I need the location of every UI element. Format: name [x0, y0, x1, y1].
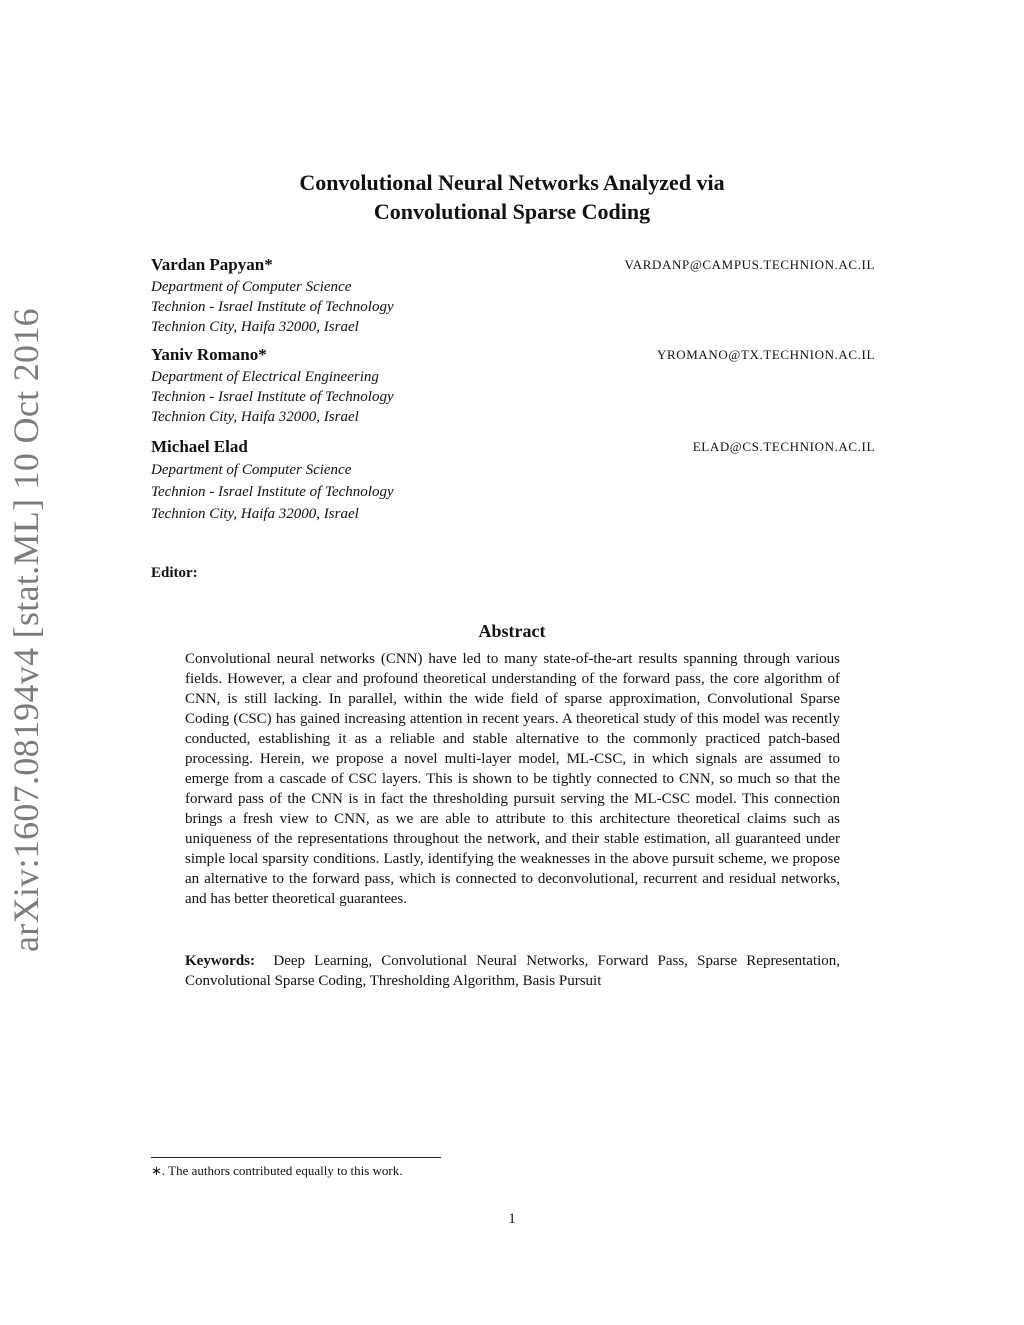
- title-line-2: Convolutional Sparse Coding: [373, 199, 651, 224]
- author-affiliation-line: Technion City, Haifa 32000, Israel: [151, 409, 359, 425]
- abstract-text: Convolutional neural networks (CNN) have led to many state-of-the-art results spanning through various fields. However, a clear and profound theoretical understanding of the forward pass, the core algorithm of CNN, is still lacking. In parallel, within the wide field of sparse approximation, Convolutional Sparse Coding (CSC) has gained increasing attention in recent years. A theoretical study of this model was recently conducted, establishing it as a reliable and stable alternative to the commonly practiced patch-based processing. Herein, we propose a novel multi-layer model, ML-CSC, in which signals are assumed to emerge from a cascade of CSC layers. This is shown to be tightly connected to CNN, so much so that the forward pass of the CNN is in fact the thresholding pursuit serving the ML-CSC model. This connection brings a fresh view to CNN, as we are able to attribute to this architecture theoretical claims such as uniqueness of the representations throughout the network, and their stable estimation, all guaranteed under simple local sparsity conditions. Lastly, identifying the weaknesses in the above pursuit scheme, we propose an alternative to the forward pass, which is connected to deconvolutional, recurrent and residual networks, and has better theoretical guarantees.: [185, 651, 840, 907]
- author-affiliation-line: Department of Electrical Engineering: [151, 369, 379, 385]
- author-affiliation-line: Technion - Israel Institute of Technology: [151, 299, 394, 315]
- keywords-text: Deep Learning, Convolutional Neural Networks, Forward Pass, Sparse Representation, Convolutional Sparse Coding, Thresholding Algorithm, Basis Pursuit: [185, 953, 840, 989]
- author-affiliation-line: Department of Computer Science: [151, 279, 352, 295]
- footnote: ∗. The authors contributed equally to this work.: [151, 1163, 403, 1178]
- author-affiliation-line: Technion City, Haifa 32000, Israel: [151, 319, 359, 335]
- keywords-paragraph: [185, 951, 840, 991]
- author-name: Yaniv Romano*: [151, 345, 267, 364]
- author-name: Michael Elad: [151, 437, 248, 456]
- author-affiliation-line: Technion - Israel Institute of Technology: [151, 389, 394, 405]
- page-number: 1: [508, 1211, 516, 1227]
- author-email[interactable]: YROMANO@TX.TECHNION.AC.IL: [657, 347, 875, 362]
- title-line-1: Convolutional Neural Networks Analyzed via: [299, 170, 725, 195]
- paper-title: [150, 168, 874, 226]
- author-name: Vardan Papyan*: [151, 255, 273, 274]
- editor-label: Editor:: [151, 565, 198, 581]
- author-affiliation-line: Department of Computer Science: [151, 462, 352, 478]
- author-email[interactable]: ELAD@CS.TECHNION.AC.IL: [692, 439, 875, 454]
- footnote-rule: [151, 1157, 441, 1158]
- author-block: [151, 255, 875, 337]
- author-affiliation-line: Technion - Israel Institute of Technology: [151, 484, 394, 500]
- author-block: [151, 437, 875, 525]
- author-block: [151, 345, 875, 427]
- author-email[interactable]: VARDANP@CAMPUS.TECHNION.AC.IL: [624, 257, 875, 272]
- arxiv-identifier-stamp: arXiv:1607.08194v4 [stat.ML] 10 Oct 2016: [6, 308, 46, 952]
- author-affiliation-line: Technion City, Haifa 32000, Israel: [151, 506, 359, 522]
- keywords-label: Keywords:: [185, 953, 255, 969]
- abstract-heading: Abstract: [478, 621, 546, 641]
